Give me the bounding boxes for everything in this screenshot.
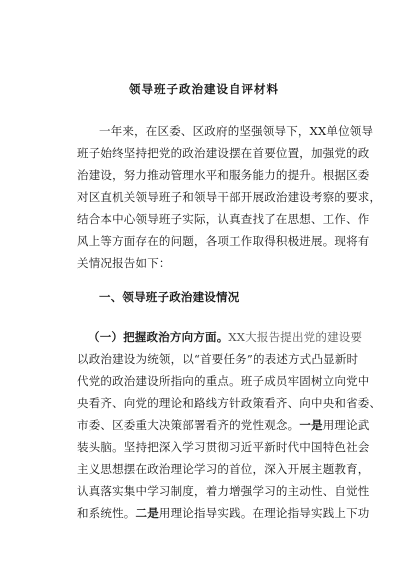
point-lead: 二是 — [135, 506, 159, 520]
intro-line: 一年来，在区委、区政府的坚强领导下，XX单位领导 — [99, 124, 374, 138]
body-line: 代党的政治建设所指向的重点。班子成员牢固树立向党中 — [77, 374, 370, 388]
intro-line: 治建设，努力推动管理水平和服务能力的提升。根据区委 — [77, 168, 370, 182]
body-text: 。坚持把深入学习贯彻习近平新时代中国特色社会 — [112, 440, 370, 454]
intro-line: 关情况报告如下： — [77, 256, 171, 270]
body-text: 市委、区委重大决策部署看齐的党性观念。 — [77, 418, 300, 432]
point-lead: 一是 — [299, 418, 323, 432]
document-title: 领导班子政治建设自评材料 — [129, 82, 279, 96]
intro-line: 班子始终坚持把党的政治建设摆在首要位置，加强党的政 — [77, 146, 370, 160]
subsection-lead: （一）把握政治方向方面。 — [88, 330, 229, 344]
intro-line: 对区直机关领导班子和领导干部开展政治建设考察的要求， — [77, 190, 382, 204]
body-line — [77, 440, 370, 454]
section-heading: 一、领导班子政治建设情况 — [99, 290, 240, 304]
body-text: 。在理论指导实践上下功 — [240, 506, 370, 520]
point-text: 装头脑 — [77, 440, 113, 454]
body-line — [77, 418, 370, 432]
intro-line: 结合本中心领导班子实际，认真查找了在思想、工作、作 — [77, 212, 370, 226]
subsection-text: XX大报告提出党的建设要 — [228, 330, 363, 344]
subsection-line — [88, 330, 362, 344]
body-line: 央看齐、向党的理论和路线方针政策看齐、向中央和省委、 — [77, 396, 382, 410]
body-line: 主义思想摆在政治理论学习的首位，深入开展主题教育， — [77, 462, 370, 476]
intro-line: 风上等方面存在的问题，各项工作取得积极进展。现将有 — [77, 234, 370, 248]
body-line — [77, 506, 370, 520]
point-text: 用理论武 — [322, 418, 370, 432]
body-line: 认真落实集中学习制度，着力增强学习的主动性、自觉性 — [77, 484, 370, 498]
body-text: 和系统性。 — [77, 506, 136, 520]
point-text: 用理论指导实践 — [158, 506, 241, 520]
body-line: 以政治建设为统领，以“首要任务”的表述方式凸显新时 — [77, 352, 359, 366]
